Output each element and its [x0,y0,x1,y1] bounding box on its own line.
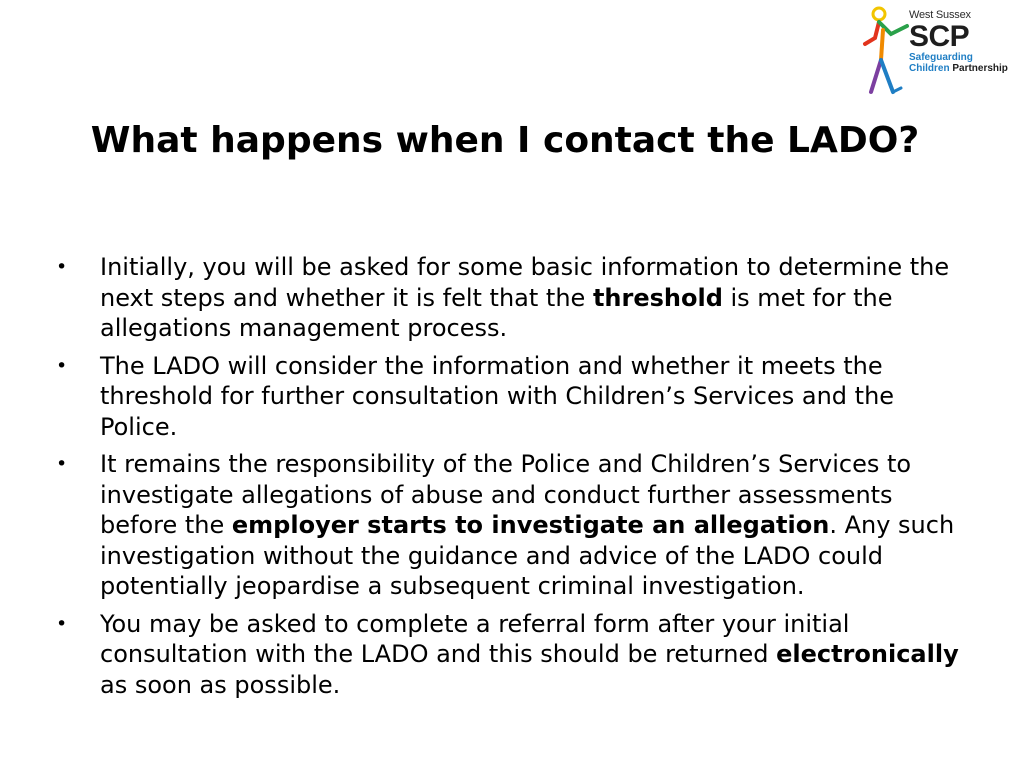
bullet-icon: • [56,354,68,377]
logo-county: West Sussex [909,9,971,21]
bullet-text-segment: . Any such investigation without the guidance and advice of the LADO could potentially jeopardise a subsequent criminal investigation. [100,511,955,600]
bullet-item [56,449,966,602]
bullet-bold-segment: threshold [592,283,723,312]
bullet-text-segment: is met for the allegations management process. [100,283,893,342]
bullet-text [100,450,954,600]
bullet-bold-segment: electronically [776,640,959,668]
bullet-text-segment: It remains the responsibility of the Police and Children’s Services to investigate allegations of abuse and conduct further assessments before the [100,450,912,539]
logo-text [909,10,1008,74]
bullet-icon: • [56,453,68,475]
slide-title: What happens when I contact the LADO? [90,120,920,161]
bullet-text-segment: You may be asked to complete a referral form after your initial consultation with the LADO and this should be returned [100,609,850,668]
bullet-icon: • [56,256,68,278]
bullet-text-segment: Initially, you will be asked for some basic information to determine the next steps and whether it is felt that the [100,253,950,312]
logo-line-1 [909,53,1008,63]
bullet-icon: • [56,612,68,635]
bullet-text-segment: as soon as possible. [100,670,341,699]
bullet-text [100,610,959,699]
bullet-text [100,253,949,342]
bullet-item [56,252,966,344]
logo-word-children: Children [909,63,950,74]
bullet-bold-segment: employer starts to investigate an allegation [231,511,830,539]
bullet-item [56,609,966,701]
scp-figure-icon [857,4,913,98]
scp-logo [857,4,1017,98]
logo-word-safeguarding: Safeguarding [909,52,973,63]
logo-line-2 [909,64,1008,74]
bullet-text [100,352,894,441]
bullet-list [56,252,966,707]
logo-word-partnership: Partnership [952,63,1008,74]
bullet-text-segment: The LADO will consider the information and whether it meets the threshold for further consultation with Children’s Services and the Police. [100,351,895,441]
bullet-item [56,351,966,443]
logo-acronym: SCP [909,20,970,53]
